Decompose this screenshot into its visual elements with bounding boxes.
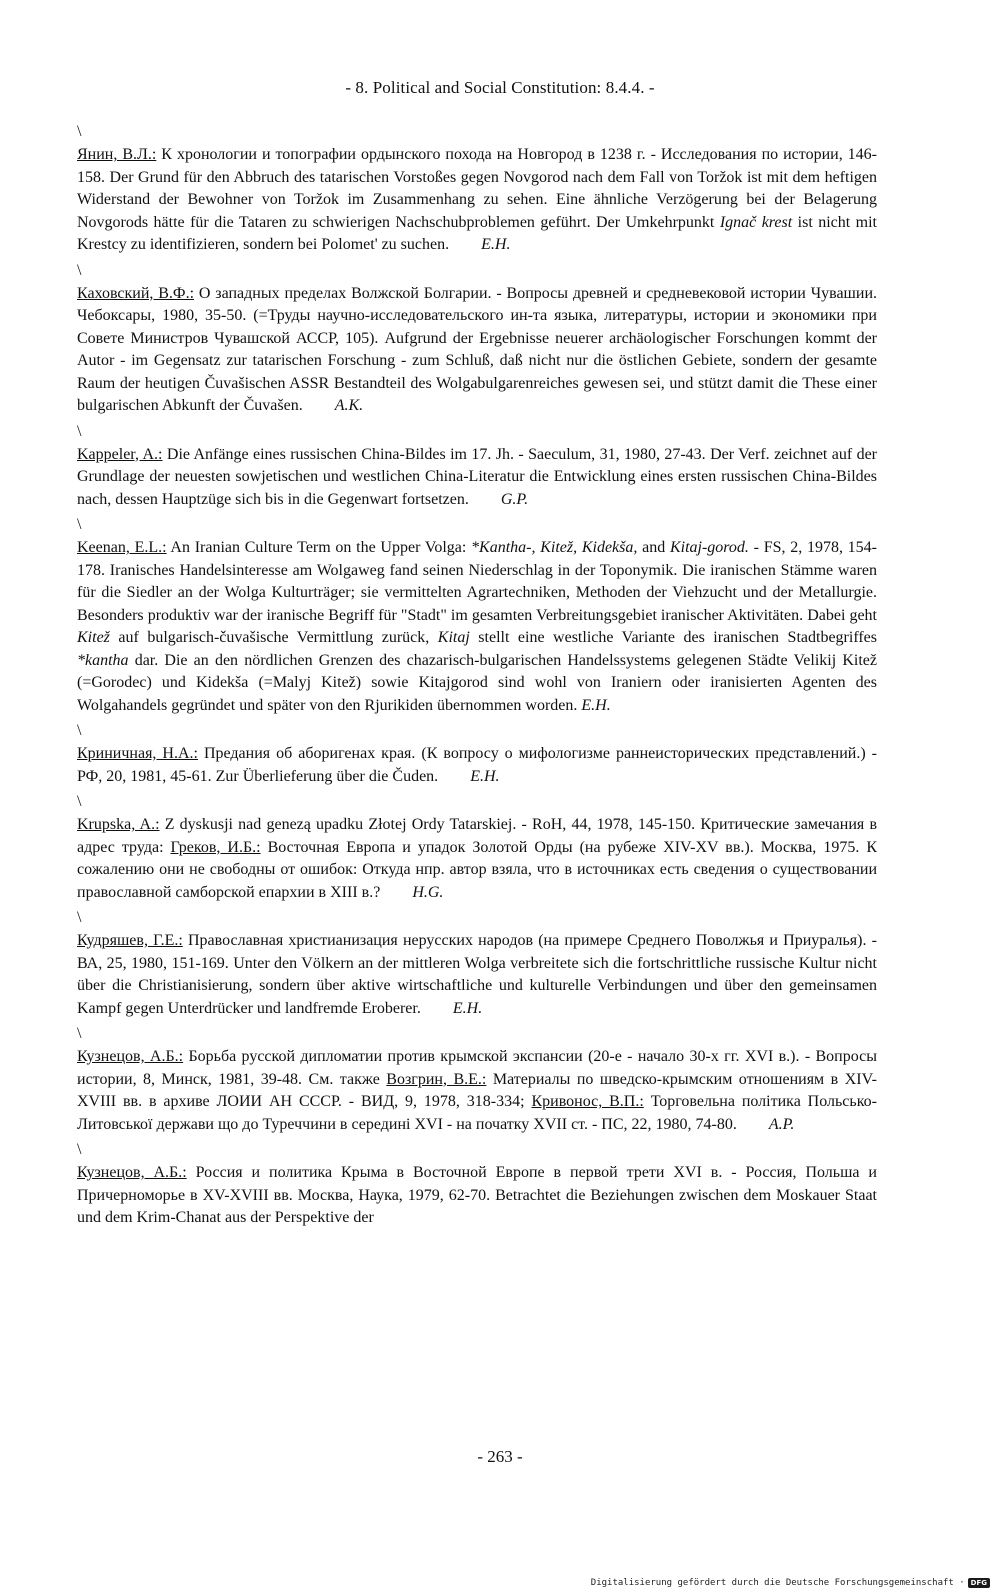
entry-italic: *Kantha-, Kitež, Kidekša, [471, 539, 638, 556]
entry-author: Кузнецов, А.Б.: [77, 1048, 184, 1065]
entry-author: Kappeler, A.: [77, 445, 163, 463]
cited-author: Греков, И.Б.: [170, 838, 261, 856]
credit-text: Digitalisierung gefördert durch die Deutsche Forschungsgemeinschaft · [590, 1578, 965, 1588]
entry-text: Православная христианизация нерусских народов (на примере Среднего Поволжья и Приуралья). - ВА, 25, 1980, 151-169. Unter den Völkern an der mittleren Wolga verbreitete sich die fortschrittliche russische Kultur nicht über die Christianisierung, sondern über aktive wirtschaftliche und kulturelle Verbindungen und über den gemeinsamen Kampf gegen Unterdrücker und landfremde Eroberer. [77, 932, 878, 1017]
reviewer-initials: E.H. [470, 767, 500, 785]
entry-text: Торговельна політика Польсько-Литовської держави що до Туреччини в середині XVI - на початку XVII ст. - ПС, 22, 1980, 74-80. [77, 1093, 877, 1133]
digitization-credit [591, 1578, 990, 1588]
entry-separator: \ [77, 1025, 82, 1042]
bibliography-entry [77, 930, 877, 1020]
entry-author: Krupska, A.: [77, 816, 160, 833]
entry-text: О западных пределах Волжской Болгарии. - Вопросы древней и средневековой истории Чувашии. Чебоксары, 1980, 35-50. (=Труды научно-исследовательского ин-та языка, литературы, истории и экономики при Совете Министров Чувашской АССР, 105). Aufgrund der Ergebnisse neuerer archäologischer Forschungen kommt der Autor - im Gegensatz zur tatarischen Forschung - zum Schluß, daß nicht nur die östlichen Gebiete, sondern der gesamte Raum der heutigen Čuvašischen ASSR Bestandteil des Wolgabulgarenreiches gewesen sei, und stützt damit die These einer bulgarischen Abkunft der Čuvašen. [77, 284, 878, 414]
entry-text: ist nicht mit Krestcy zu identifizieren, sondern bei Polomet' zu suchen. [77, 213, 878, 253]
entry-separator: \ [77, 422, 82, 440]
bibliography-entry [77, 444, 877, 512]
entry-separator: \ [77, 123, 82, 140]
entry-text: Предания об аборигенах края. (К вопросу о мифологизме раннеисторических представлений.) - РФ, 20, 1981, 45-61. Zur Überlieferung über die Čuden. [77, 745, 878, 785]
entry-italic: *kantha [77, 651, 129, 669]
reviewer-initials: G.P. [500, 490, 529, 508]
entry-separator: \ [77, 261, 82, 279]
entry-text: Борьба русской дипломатии против крымской экспансии (20-е - начало 30-х гг. XVI в.). - Вопросы истории, 8, Минск, 1981, 39-48. См. также [77, 1048, 877, 1088]
entry-italic: Ignač krest [719, 213, 793, 231]
reviewer-initials: A.P. [768, 1115, 795, 1133]
entry-separator: \ [77, 793, 82, 810]
entry-separator: \ [77, 722, 82, 739]
bibliography-entry [77, 814, 877, 904]
bibliography-entry [77, 743, 877, 788]
entry-author: Криничная, Н.А.: [77, 745, 198, 762]
bibliography-entry [77, 283, 877, 418]
bibliography-list [77, 118, 877, 1230]
entry-italic: Kitaj [437, 629, 470, 646]
entry-author: Каховский, В.Ф.: [77, 284, 195, 302]
entry-separator: \ [77, 516, 82, 533]
entry-author: Кудряшев, Г.Е.: [77, 932, 183, 949]
entry-italic: Kitež [77, 629, 110, 646]
page-number: - 263 - [477, 1447, 523, 1466]
entry-text: stellt eine westliche Variante des iranischen Stadtbegriffes [469, 629, 878, 646]
cited-author: Возгрин, В.Е.: [386, 1070, 487, 1088]
entry-text: Z dyskusji nad genezą upadku Złotej Ordy Tatarskiej. - RoH, 44, 1978, 145-150. Критические замечания в адрес труда: [77, 816, 878, 856]
entry-text: - FS, 2, 1978, 154-178. Iranisches Handelsinteresse am Wolgaweg fand seinen Niederschlag in der Toponymik. Die iranischen Stämme waren für die Siedler an der Wolga Kulturträger; sie vermittelten Agrartechniken, Methoden der Viehzucht und der Metallurgie. Besonders produktiv war der iranische Begriff für "Stadt" im gesamten Verbreitungsgebiet iranischer Aktivitäten. Dabei geht [77, 539, 878, 624]
entry-text: Россия и политика Крыма в Восточной Европе в первой трети XVI в. - Россия, Польша и Причерноморье в XV-XVIII вв. Москва, Наука, 1979, 62-70. Betrachtet die Beziehungen zwischen dem Moskauer Staat und dem Krim-Chanat aus der Perspektive der [77, 1164, 877, 1226]
entry-separator: \ [77, 1141, 82, 1158]
entry-author: Кузнецов, А.Б.: [77, 1164, 187, 1181]
entry-italic: Kitaj-gorod. [669, 539, 749, 556]
entry-text: Материалы по шведско-крымским отношениям в XIV-XVIII вв. в архиве ЛОИИ АН СССР. - ВИД, 9, 1978, 318-334; [77, 1070, 877, 1110]
bibliography-entry [77, 144, 877, 257]
reviewer-initials: E.H. [481, 236, 511, 253]
entry-text: An Iranian Culture Term on the Upper Volga: [166, 539, 472, 556]
cited-author: Кривонос, В.П.: [531, 1093, 644, 1110]
bibliography-entry [77, 537, 877, 717]
page-header: - 8. Political and Social Constitution: 8.4.4. - [345, 78, 655, 97]
reviewer-initials: A.K. [334, 397, 364, 414]
entry-text: К хронологии и топографии ордынского похода на Новгород в 1238 г. - Исследования по истории, 146-158. Der Grund für den Abbruch des tatarischen Vorstoßes gegen Novgorod nach dem Fall von Toržok ist mit dem heftigen Widerstand der Bewohner von Toržok im Zusammenhang zu sehen. Eine ähnliche Verzögerung bei der Belagerung Novgorods hätte für die Tataren zu schwierigen Nachschubproblemen geführt. Der Umkehrpunkt [77, 146, 878, 231]
entry-text: dar. Die an den nördlichen Grenzen des chazarisch-bulgarischen Handelssystems gelegenen Städte Velikij Kitež (=Gorodec) und Kidekša (=Malyj Kitež) sowie Kitajgorod sind wohl von Iraniern oder iranisierten Agenten des Wolgahandels gegründet und später von den Rjurikiden übernommen worden. [77, 651, 877, 714]
dfg-logo-icon: DFG [968, 1578, 990, 1588]
bibliography-entry [77, 1162, 877, 1230]
bibliography-entry [77, 1046, 877, 1136]
entry-author: Янин, В.Л.: [77, 146, 157, 163]
entry-text: Восточная Европа и упадок Золотой Орды (на рубеже XIV-XV вв.). Москва, 1975. К сожалению они не свободны от ошибок: Откуда нпр. автор взяла, что в источниках есть сведения о существовании православной самборской епархии в XIII в.? [77, 838, 878, 901]
entry-text: Die Anfänge eines russischen China-Bildes im 17. Jh. - Saeculum, 31, 1980, 27-43. Der Verf. zeichnet auf der Grundlage der neuesten sowjetischen und westlichen China-Literatur die Entwicklung eines ersten russischen China-Bildes nach, dessen Hauptzüge sich bis in die Gegenwart fortsetzen. [77, 445, 878, 508]
entry-text: auf bulgarisch-čuvašische Vermittlung zurück, [109, 629, 438, 646]
reviewer-initials: E.H. [452, 999, 483, 1017]
reviewer-initials: H.G. [412, 883, 444, 901]
reviewer-initials: E.H. [581, 696, 611, 714]
entry-separator: \ [77, 909, 82, 926]
entry-author: Keenan, E.L.: [77, 539, 167, 556]
entry-text: and [637, 539, 670, 556]
